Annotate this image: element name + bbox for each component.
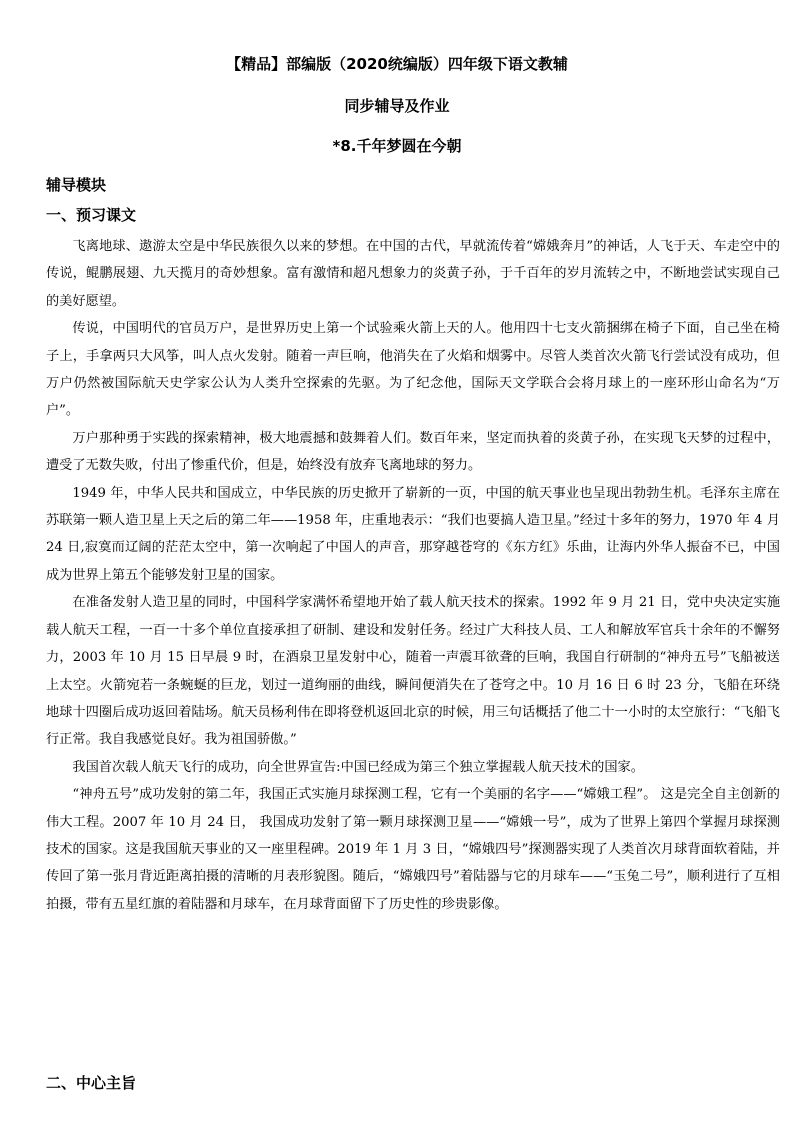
paragraph: 在准备发射人造卫星的同时，中国科学家满怀希望地开始了载人航天技术的探索。1992 年 9 月 21 日，党中央决定实施载人航天工程，一百一十多个单位直接承担了研制、建设和发射任务。经过广大科技人员、工人和解放军官兵十余年的不懈努力，2003 年 10 月 15 日早晨 9 时，在酒泉卫星发射中心，随着一声震耳欲聋的巨响，我国自行研制的“神舟五号”飞船被送上太空。火箭宛若一条蜿蜒的巨龙，划过一道绚丽的曲线，瞬间便消失在了苍穹之中。10 月 16 日 6 时 23 分，飞船在环绕地球十四圈后成功返回着陆场。航天员杨利伟在即将登机返回北京的时候，用三句话概括了他二十一小时的太空旅行：“飞船飞行正常。我自我感觉良好。我为祖国骄傲。” bbox=[46, 595, 780, 748]
paragraph: 传说，中国明代的官员万户，是世界历史上第一个试验乘火箭上天的人。他用四十七支火箭捆绑在椅子下面，自己坐在椅子上，手拿两只大风筝，叫人点火发射。随着一声巨响，他消失在了火焰和烟雾中。尽管人类首次火箭飞行尝试没有成功，但万户仍然被国际航天史学家公认为人类升空探索的先驱。为了纪念他，国际天文学联合会将月球上的一座环形山命名为“万户”。 bbox=[46, 321, 780, 419]
lesson-title: *8.千年梦圆在今朝 bbox=[332, 137, 462, 155]
paragraph: 1949 年，中华人民共和国成立，中华民族的历史掀开了崭新的一页，中国的航天事业也呈现出勃勃生机。毛泽东主席在苏联第一颗人造卫星上天之后的第二年——1958 年，庄重地表示：“我们也要搞人造卫星。”经过十多年的努力，1970 年 4 月 24 日,寂寞而辽阔的茫茫太空中，第一次响起了中国人的声音，那穿越苍穹的《东方红》乐曲，让海内外华人振奋不已，中国成为世界上第五个能够发射卫星的国家。 bbox=[46, 485, 780, 583]
section-heading-preview: 一、预习课文 bbox=[46, 206, 137, 224]
document-subtitle: 同步辅导及作业 bbox=[344, 97, 450, 115]
article-body bbox=[46, 233, 780, 918]
section-heading-main-idea: 二、中心主旨 bbox=[46, 1074, 137, 1092]
paragraph: “神舟五号”成功发射的第二年，我国正式实施月球探测工程，它有一个美丽的名字——“嫦娥工程”。 这是完全自主创新的伟大工程。2007 年 10 月 24 日， 我国成功发射了第一颗月球探测卫星——“嫦娥一号”，成为了世界上第四个掌握月球探测技术的国家。这是我国航天事业的又一座里程碑。2019 年 1 月 3 日，“嫦娥四号”探测器实现了人类首次月球背面软着陆，并传回了第一张月背近距离拍摄的清晰的月表形貌图。随后，“嫦娥四号”着陆器与它的月球车——“玉兔二号”，顺利进行了互相拍摄，带有五星红旗的着陆器和月球车，在月球背面留下了历史性的珍贵影像。 bbox=[46, 787, 780, 912]
document-title: 【精品】部编版（2020统编版）四年级下语文教辅 bbox=[226, 55, 568, 73]
section-heading-module: 辅导模块 bbox=[46, 176, 107, 194]
paragraph: 万户那种勇于实践的探索精神，极大地震撼和鼓舞着人们。数百年来，坚定而执着的炎黄子孙，在实现飞天梦的过程中，遭受了无数失败，付出了惨重代价，但是，始终没有放弃飞离地球的努力。 bbox=[46, 430, 780, 474]
paragraph: 飞离地球、遨游太空是中华民族很久以来的梦想。在中国的古代，早就流传着“嫦娥奔月”的神话，人飞于天、车走空中的传说，鲲鹏展翅、九天揽月的奇妙想象。富有激情和超凡想象力的炎黄子孙，于千百年的岁月流转之中，不断地尝试实现自己的美好愿望。 bbox=[46, 239, 780, 309]
paragraph: 我国首次载人航天飞行的成功，向全世界宣告:中国已经成为第三个独立掌握载人航天技术的国家。 bbox=[72, 759, 644, 775]
